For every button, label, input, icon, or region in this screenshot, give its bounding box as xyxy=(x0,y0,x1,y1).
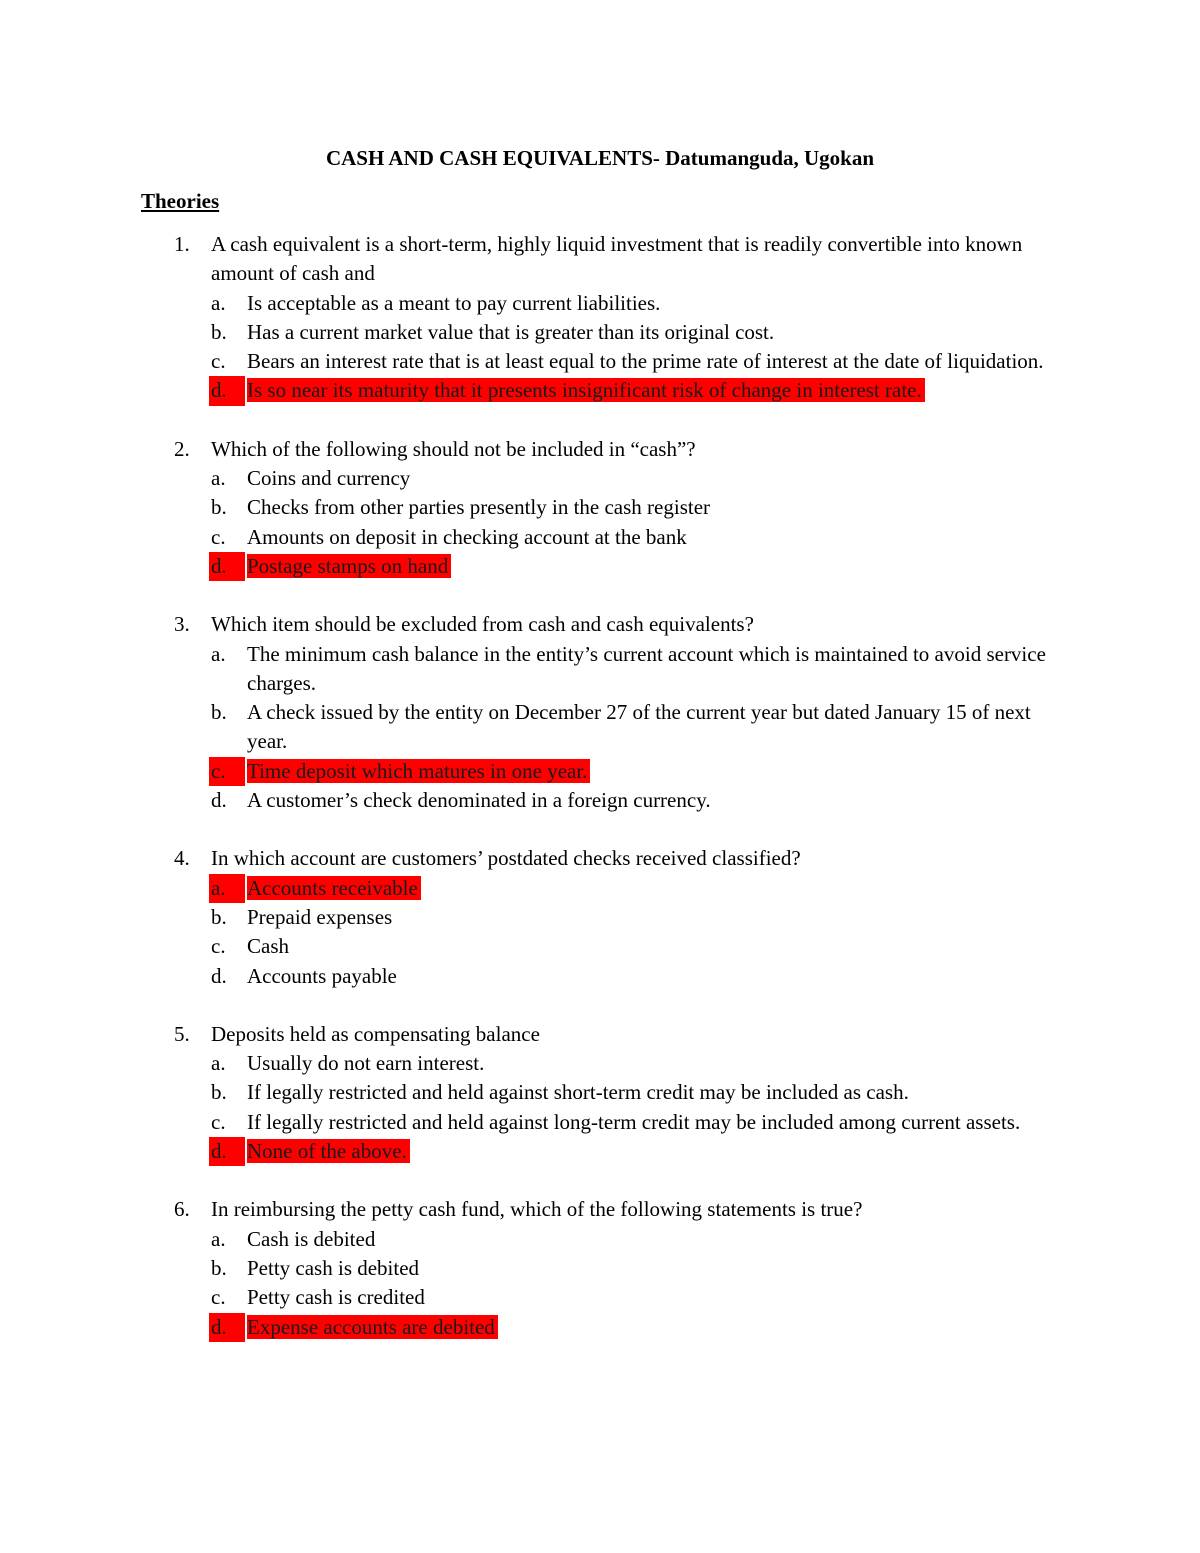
option-text: Bears an interest rate that is at least equal to the prime rate of interest at the date of liquidation. xyxy=(247,349,1044,374)
option-letter: b. xyxy=(211,495,227,520)
option-text: If legally restricted and held against short-term credit may be included as cash. xyxy=(247,1080,909,1105)
option-letter: a. xyxy=(211,466,226,491)
option-text: Is acceptable as a meant to pay current liabilities. xyxy=(247,290,661,315)
question-stem xyxy=(0,1195,1071,1224)
option-letter: a. xyxy=(211,1226,226,1251)
answer-option xyxy=(0,1283,1067,1312)
answer-option xyxy=(0,932,1067,961)
answer-option xyxy=(0,1049,1067,1078)
option-letter: b. xyxy=(211,904,227,929)
option-letter: d. xyxy=(211,963,227,988)
question-item xyxy=(0,1020,1200,1166)
document-title: CASH AND CASH EQUIVALENTS- Datumanguda, Ugokan xyxy=(325,146,875,170)
option-text: Time deposit which matures in one year. xyxy=(247,759,590,783)
option-letter: c. xyxy=(211,934,226,959)
option-text: A check issued by the entity on December 27 of the current year but dated January 15 of next year. xyxy=(247,700,1031,754)
option-letter: c. xyxy=(209,757,245,786)
option-letter: d. xyxy=(211,788,227,813)
question-item xyxy=(0,844,1200,990)
option-letter: a. xyxy=(211,290,226,315)
option-text: Usually do not earn interest. xyxy=(247,1051,485,1076)
option-letter: c. xyxy=(211,349,226,374)
option-text: A customer’s check denominated in a foreign currency. xyxy=(247,788,711,813)
answer-option xyxy=(0,903,1067,932)
option-text: Petty cash is credited xyxy=(247,1285,425,1310)
answer-option-highlighted xyxy=(0,1313,1067,1342)
question-text: Which item should be excluded from cash and cash equivalents? xyxy=(211,612,754,637)
option-letter: d. xyxy=(209,1313,245,1342)
answer-option xyxy=(0,1254,1067,1283)
option-text: Expense accounts are debited xyxy=(247,1315,498,1339)
option-letter: d. xyxy=(209,376,245,405)
option-text: Petty cash is debited xyxy=(247,1255,420,1280)
answer-option-highlighted xyxy=(0,1137,1067,1166)
question-stem xyxy=(0,435,1071,464)
question-number: 3. xyxy=(174,612,190,637)
answer-option xyxy=(0,786,1067,815)
option-text: Checks from other parties presently in the cash register xyxy=(247,495,711,520)
question-number: 2. xyxy=(174,436,190,461)
answer-option-highlighted xyxy=(0,874,1067,903)
option-letter: a. xyxy=(209,874,245,903)
question-list xyxy=(0,230,1200,1371)
answer-option xyxy=(0,493,1067,522)
option-letter: c. xyxy=(211,1285,226,1310)
option-text: Accounts payable xyxy=(247,963,397,988)
question-text: Deposits held as compensating balance xyxy=(211,1021,540,1046)
option-text: Amounts on deposit in checking account at the bank xyxy=(247,524,687,549)
question-number: 5. xyxy=(174,1021,190,1046)
answer-option xyxy=(0,640,1067,699)
answer-option xyxy=(0,1225,1067,1254)
option-text: The minimum cash balance in the entity’s current account which is maintained to avoid service charges. xyxy=(247,641,1046,695)
question-item xyxy=(0,435,1200,581)
option-letter: c. xyxy=(211,1109,226,1134)
answer-option xyxy=(0,698,1067,757)
question-text: A cash equivalent is a short-term, highly liquid investment that is readily convertible into known amount of cash and xyxy=(211,232,1023,286)
option-letter: d. xyxy=(209,1137,245,1166)
answer-option xyxy=(0,347,1067,376)
option-text: Is so near its maturity that it presents insignificant risk of change in interest rate. xyxy=(247,378,925,402)
question-text: Which of the following should not be included in “cash”? xyxy=(211,436,696,461)
question-stem xyxy=(0,230,1071,289)
question-stem xyxy=(0,610,1071,639)
option-letter: d. xyxy=(209,552,245,581)
answer-option xyxy=(0,1078,1067,1107)
option-letter: b. xyxy=(211,700,227,725)
answer-option-highlighted xyxy=(0,376,1067,405)
answer-option xyxy=(0,318,1067,347)
option-letter: a. xyxy=(211,1051,226,1076)
option-text: Prepaid expenses xyxy=(247,904,393,929)
question-number: 6. xyxy=(174,1197,190,1222)
section-heading-theories: Theories xyxy=(141,189,220,213)
option-letter: c. xyxy=(211,524,226,549)
option-text: Cash is debited xyxy=(247,1226,376,1251)
question-number: 4. xyxy=(174,846,190,871)
question-stem xyxy=(0,844,1071,873)
option-text: None of the above. xyxy=(247,1139,410,1163)
question-item xyxy=(0,1195,1200,1341)
option-text: Postage stamps on hand xyxy=(247,554,451,578)
option-letter: b. xyxy=(211,1255,227,1280)
option-letter: b. xyxy=(211,319,227,344)
answer-option xyxy=(0,962,1067,991)
answer-option xyxy=(0,464,1067,493)
option-text: Cash xyxy=(247,934,289,959)
question-text: In reimbursing the petty cash fund, which of the following statements is true? xyxy=(211,1197,863,1222)
answer-option xyxy=(0,289,1067,318)
option-text: Accounts receivable xyxy=(247,876,421,900)
question-stem xyxy=(0,1020,1071,1049)
option-letter: a. xyxy=(211,641,226,666)
answer-option-highlighted xyxy=(0,757,1067,786)
answer-option-highlighted xyxy=(0,552,1067,581)
option-text: If legally restricted and held against long-term credit may be included among current assets. xyxy=(247,1109,1021,1134)
question-text: In which account are customers’ postdated checks received classified? xyxy=(211,846,801,871)
question-item xyxy=(0,230,1200,406)
question-number: 1. xyxy=(174,232,190,256)
question-item xyxy=(0,610,1200,815)
option-letter: b. xyxy=(211,1080,227,1105)
option-text: Has a current market value that is greater than its original cost. xyxy=(247,319,775,344)
answer-option xyxy=(0,523,1067,552)
option-text: Coins and currency xyxy=(247,466,411,491)
answer-option xyxy=(0,1108,1067,1137)
